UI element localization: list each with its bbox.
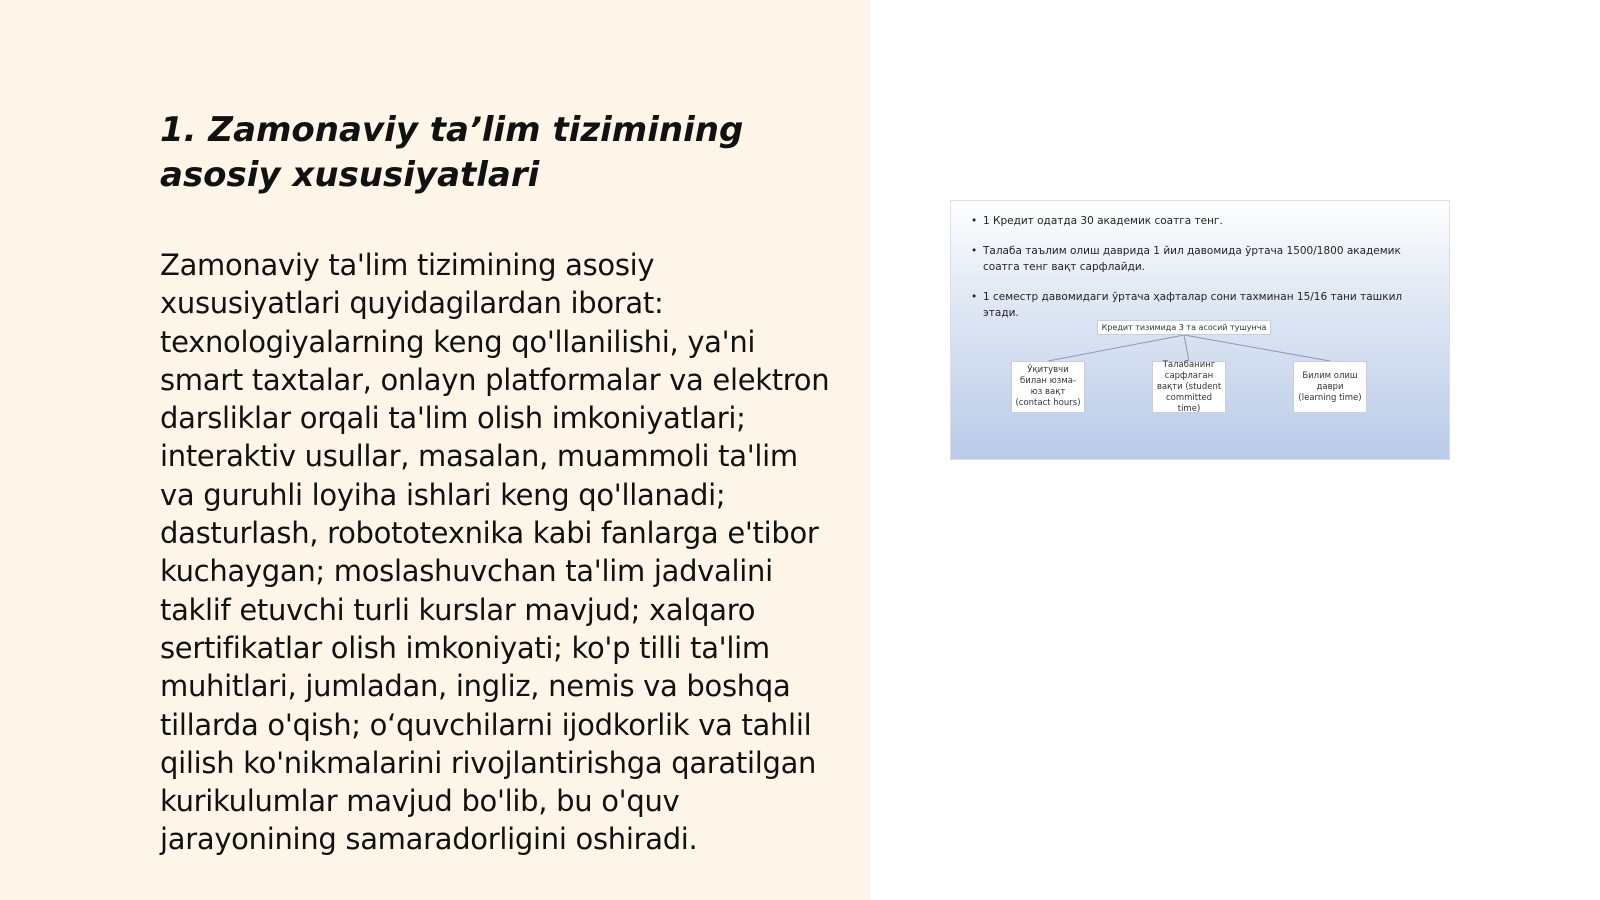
diagram-root-box: Кредит тизимида 3 та асосий тушунча	[1097, 320, 1271, 335]
diagram-child-box: Билим олиш даври (learning time)	[1293, 361, 1367, 413]
credit-bullet-item: • 1 Кредит одатда 30 академик соатга тенг.	[971, 213, 1431, 229]
connector-line-left	[1048, 335, 1184, 361]
connector-line-right	[1184, 335, 1330, 361]
slide-body-text: Zamonaviy ta'lim tizimining asosiy xususiyatlari quyidagilardan iborat: texnologiyalarning keng qo'llanilishi, ya'ni smart taxtalar, onlayn platformalar va elektron darsliklar orqali ta'lim olish imkoniyatlari; interaktiv usullar, masalan, muammoli ta'lim va guruhli loyiha ishlari keng qo'llanadi; dasturlash, robototexnika kabi fanlarga e'tibor kuchaygan; moslashuvchan ta'lim jadvalini taklif etuvchi turli kurslar mavjud; xalqaro sertifikatlar olish imkoniyati; ko'p tilli ta'lim muhitlari, jumladan, ingliz, nemis va boshqa tillarda o'qish; o‘quvchilarni ijodkorlik va tahlil qilish ko'nikmalarini rivojlantirishga qaratilgan kurikulumlar mavjud bo'lib, bu o'quv jarayonining samaradorligini oshiradi.	[160, 248, 830, 857]
credit-bullet-item: • Талаба таълим олиш даврида 1 йил давомида ўртача 1500/1800 академик соатга тенг вақт сарфлайди.	[971, 243, 1431, 275]
credit-system-image	[950, 200, 1450, 460]
credit-bullet-item: • 1 семестр давомидаги ўртача ҳафталар сони тахминан 15/16 тани ташкил этади.	[971, 289, 1431, 321]
diagram-child-box: Талабанинг сарфлаган вақти (student committed time)	[1152, 361, 1226, 413]
connector-line-middle	[1184, 335, 1189, 361]
diagram-child-box: Ўқитувчи билан юзма-юз вақт (contact hours)	[1011, 361, 1085, 413]
credit-bullet-list	[971, 213, 1431, 335]
slide-title: 1. Zamonaviy ta’lim tizimining asosiy xususiyatlari	[160, 110, 744, 195]
